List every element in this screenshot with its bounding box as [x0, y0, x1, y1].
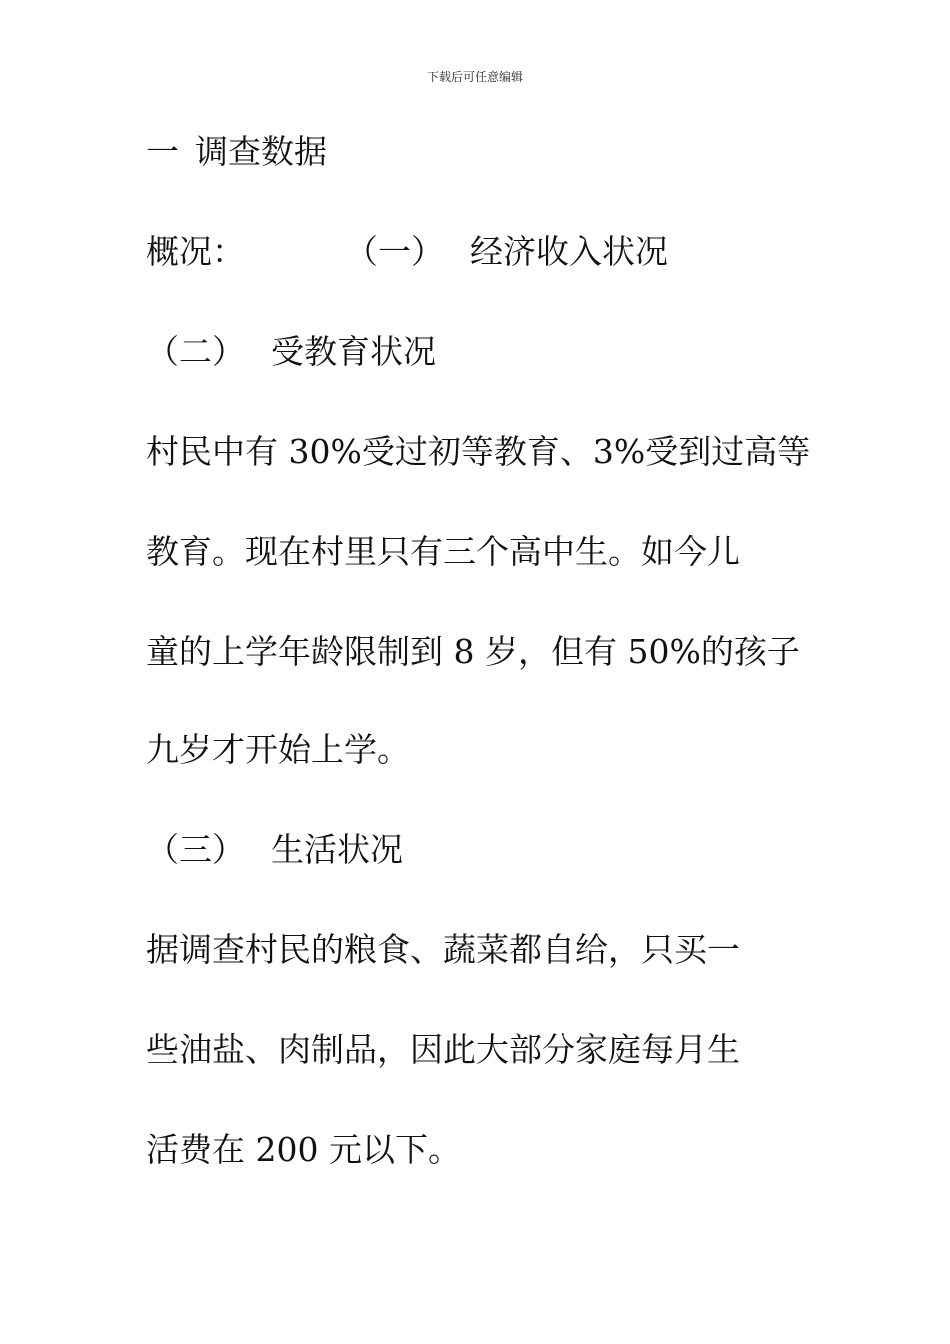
subsection-heading-2 [146, 332, 436, 372]
header-note: 下载后可任意编辑 [426, 70, 523, 84]
section-number: 一 [146, 132, 179, 171]
subsection-number-1: （一） [345, 232, 444, 271]
overview-line [146, 232, 668, 272]
subsection-title-1: 经济收入状况 [470, 232, 668, 271]
paragraph-line: 活费在 200 元以下。 [146, 1130, 461, 1169]
subsection-title-2: 受教育状况 [271, 332, 436, 371]
overview-label: 概况： [146, 232, 245, 271]
subsection-title-3: 生活状况 [271, 830, 403, 869]
subsection-number-2: （二） [146, 332, 245, 371]
section-title: 调查数据 [195, 132, 327, 171]
subsection-number-3: （三） [146, 830, 245, 869]
paragraph-line: 童的上学年龄限制到 8 岁，但有 50%的孩子 [146, 632, 800, 671]
subsection-heading-3 [146, 830, 403, 870]
paragraph-line: 据调查村民的粮食、蔬菜都自给，只买一 [146, 930, 740, 969]
paragraph-line: 村民中有 30%受过初等教育、3%受到过高等 [146, 432, 811, 471]
paragraph-line: 九岁才开始上学。 [146, 730, 410, 769]
paragraph-line: 教育。现在村里只有三个高中生。如今儿 [146, 532, 740, 571]
paragraph-line: 些油盐、肉制品，因此大部分家庭每月生 [146, 1030, 740, 1069]
section-heading [146, 132, 327, 172]
